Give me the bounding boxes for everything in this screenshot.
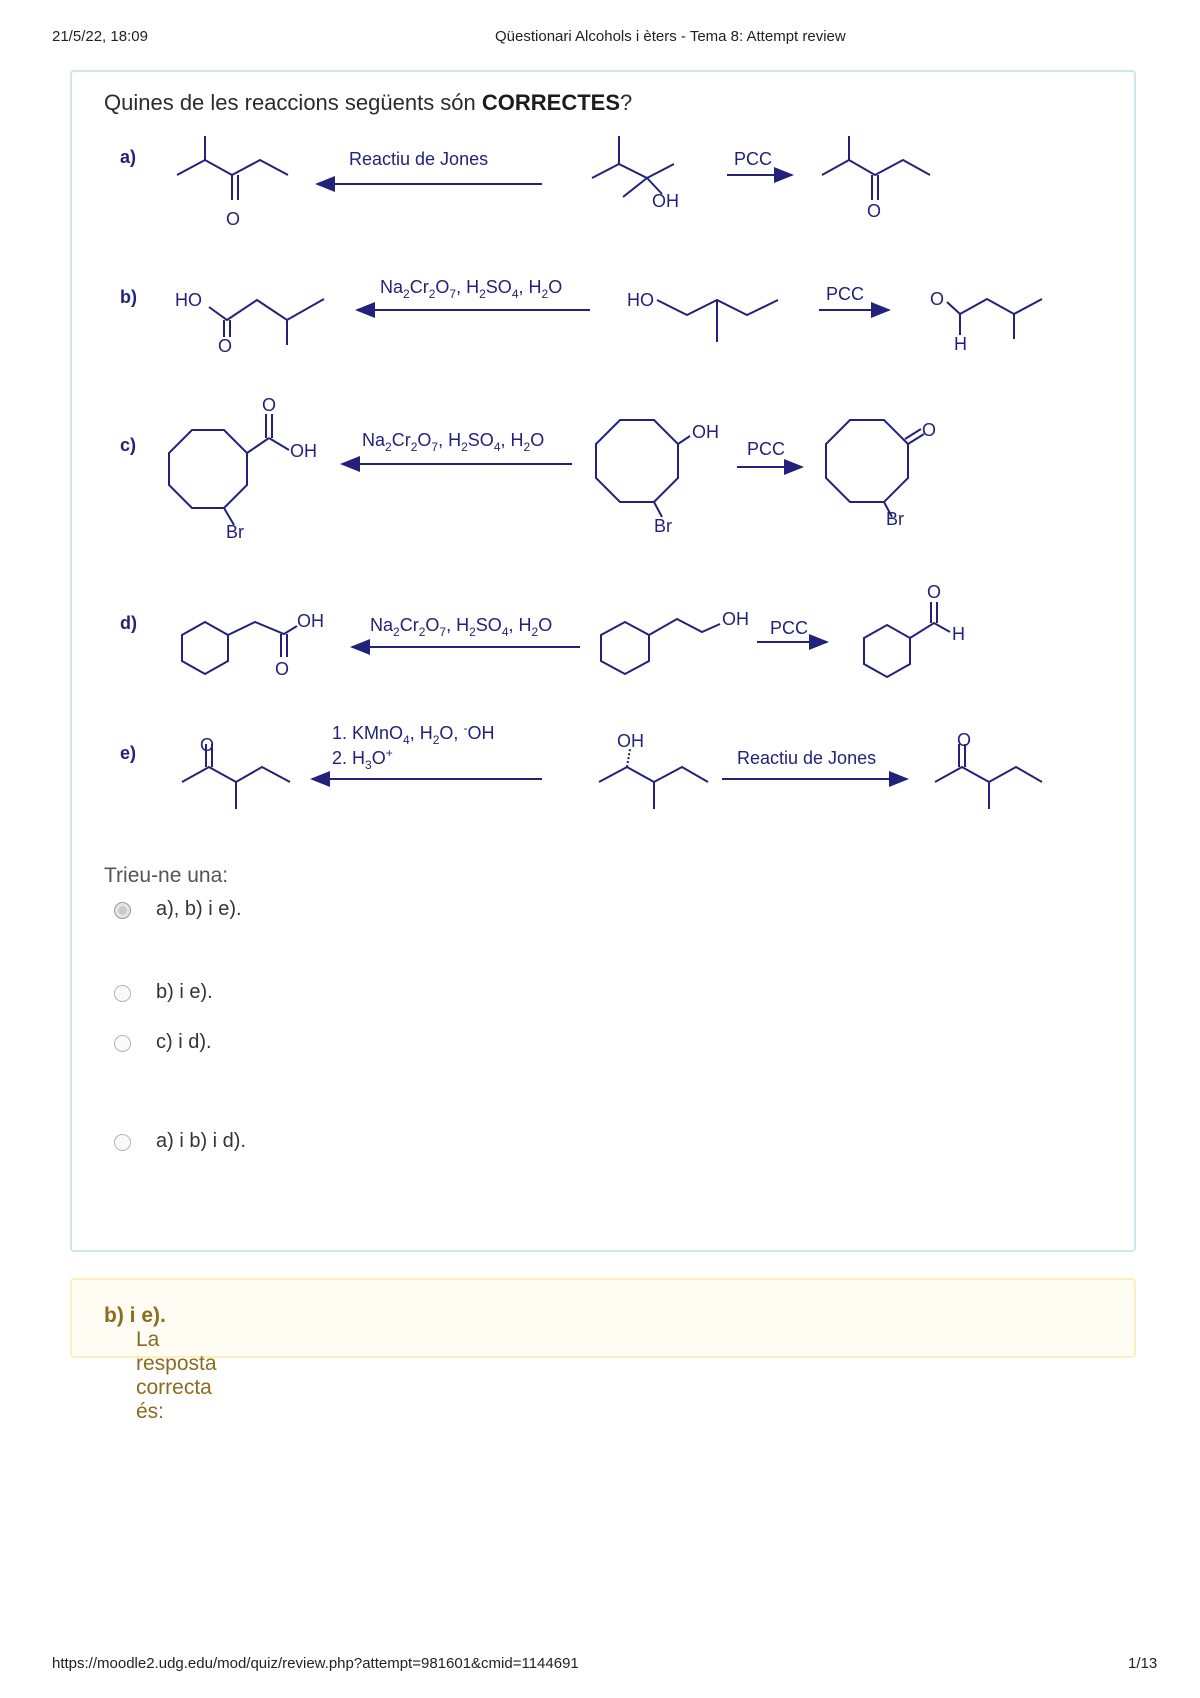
svg-text:HO: HO [175,290,202,310]
option-2-label: b) i e). [156,981,213,1003]
svg-text:OH: OH [692,422,719,442]
svg-text:Br: Br [226,522,244,542]
reaction-a-right-reagent: PCC [734,149,773,169]
reaction-b-left-reagent: $Na_2Cr_2O_7$, $H_2SO_4$, $H_2O$ [380,277,563,301]
correct-answer-value: b) i e). [104,1304,166,1327]
radio-option-2[interactable] [114,985,131,1002]
svg-text:OH: OH [722,609,749,629]
svg-text:O: O [226,209,241,229]
reaction-d-label: d) [120,613,137,633]
question-box [70,70,1136,1252]
svg-text:H: H [954,334,967,354]
reaction-e-left-reagent-1: 1. KMnO$_4$, $H_2O$, -OH [332,721,495,747]
svg-text:O: O [927,582,942,602]
option-1-label: a), b) i e). [156,898,242,920]
reaction-e-right-reagent: Reactiu de Jones [737,748,877,768]
svg-text:OH: OH [290,441,317,461]
reaction-b [209,299,1042,345]
reaction-d-left-reagent: $Na_2Cr_2O_7$, $H_2SO_4$, $H_2O$ [370,615,553,639]
print-datetime: 21/5/22, 18:09 [52,28,148,45]
print-page-number: 1/13 [1128,1655,1158,1672]
svg-text:OH: OH [617,731,644,751]
radio-option-1[interactable] [114,902,131,919]
correct-answer-feedback [70,1278,1136,1423]
reaction-b-label: b) [120,287,137,307]
svg-text:Br: Br [886,509,904,529]
radio-option-3[interactable] [114,1035,131,1052]
choose-one-prompt: Trieu-ne una: [104,864,229,887]
svg-text:OH: OH [297,611,324,631]
reaction-c [169,414,924,525]
svg-text:HO: HO [627,290,654,310]
reaction-c-label: c) [120,435,137,455]
svg-text:O: O [922,420,937,440]
reaction-d-right-reagent: PCC [770,618,809,638]
svg-text:O: O [930,289,945,309]
question-text-prefix: Quines de les reaccions següents són [104,90,482,115]
reaction-e [182,744,1042,809]
print-url: https://moodle2.udg.edu/mod/quiz/review.php?attempt=981601&cmid=1144691 [52,1655,579,1672]
reaction-a-left-reagent: Reactiu de Jones [349,149,489,169]
question-text-suffix: ? [620,90,633,115]
svg-text:O: O [262,395,277,415]
reaction-e-label: e) [120,743,137,763]
reaction-a-label: a) [120,147,137,167]
svg-text:O: O [867,201,882,221]
radio-option-4[interactable] [114,1134,131,1151]
svg-text:OH: OH [652,191,679,211]
print-page-title: Qüestionari Alcohols i èters - Tema 8: Attempt review [495,28,846,45]
svg-text:O: O [275,659,290,679]
reaction-c-left-reagent: $Na_2Cr_2O_7$, $H_2SO_4$, $H_2O$ [362,430,545,454]
svg-text:Br: Br [654,516,672,536]
svg-text:O: O [218,336,233,356]
reactions-diagram [72,72,1134,852]
svg-text:H: H [952,624,965,644]
svg-text:O: O [200,735,215,755]
reaction-b-right-reagent: PCC [826,284,865,304]
correct-answer-prefix: La resposta correcta és: [136,1328,217,1423]
reaction-a [177,136,930,200]
reaction-c-right-reagent: PCC [747,439,786,459]
option-3-label: c) i d). [156,1031,212,1053]
question-text-bold: CORRECTES [481,90,621,115]
svg-text:O: O [957,730,972,750]
correct-answer-text [104,1304,217,1423]
option-4-label: a) i b) i d). [156,1130,247,1152]
reaction-e-left-reagent-2: 2. $H_3O^+$ [332,746,393,772]
